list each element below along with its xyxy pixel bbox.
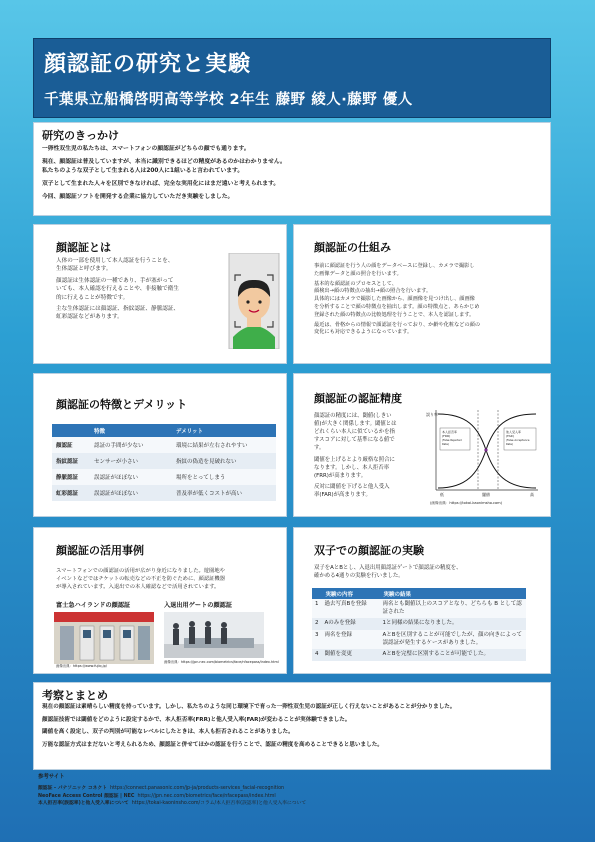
reference-link[interactable]: https://jpn.nec.com/biometrics/face/nfacepass/index.html [137, 793, 276, 799]
twin-line: 双子をAとBとし、入退出用顔認証ゲートで顔認証の精度を、 [314, 565, 462, 571]
accuracy-line: どれくらい本人に似ているかを指 [314, 429, 395, 436]
x-low-label: 低 [440, 492, 444, 497]
svg-text:(False Rejected: (False Rejected [442, 439, 462, 442]
what-title: 顔認証とは [56, 241, 111, 254]
poster-header [33, 38, 551, 118]
mechanism-line: 顔検出→顔の特徴点の抽出→顔の照合を行います。 [314, 288, 432, 295]
reference-label: NeoFace Access Control 顔認証 | NEC [38, 793, 135, 799]
reference-label: 本人拒否率(誤認率)と他人受入率について [38, 801, 129, 807]
x-high-label: 高 [530, 492, 534, 497]
table-cell: 指紋認証 [52, 453, 90, 469]
fujiq-gate-photo [54, 612, 154, 664]
table-row [52, 469, 276, 485]
accuracy-line: 率(FAR)が高まります。 [314, 491, 371, 498]
table-row [312, 618, 526, 630]
svg-text:Rate): Rate) [506, 443, 513, 446]
merits-header [52, 424, 90, 437]
twin-title: 双子での顔認証の実験 [314, 544, 424, 557]
table-row [52, 453, 276, 469]
mechanism-line: 具体的にはカメラで撮影した画像から、顔画像を見つけ出し、顔画像 [314, 296, 475, 303]
table-row [312, 599, 526, 618]
what-text [56, 257, 196, 322]
what-line: 生体認証と呼びます。 [56, 266, 112, 273]
what-line: 虹彩認証などがあります。 [56, 314, 123, 321]
merits-header: 特徴 [90, 424, 172, 437]
svg-text:Rate): Rate) [442, 443, 449, 446]
accuracy-line: 値)が大きく関係します。閾値とは [314, 421, 397, 428]
usage-title: 顔認証の活用事例 [56, 544, 144, 557]
accuracy-panel [293, 373, 551, 517]
conclusion-title: 考察とまとめ [42, 689, 108, 702]
conclusion-line: 顔認証技術では閾値をどのように設定するかで、本人拒否率(FRR)と他人受入率(FAR)が変わることが実体験できました。 [42, 716, 351, 723]
motivation-text [42, 145, 546, 202]
accuracy-line: 反対に閾値を下げると他人受入 [314, 483, 390, 490]
table-cell: 両名を登録 [322, 630, 380, 649]
reference-label: 顔認証 - パナソニック コネクト [38, 786, 108, 792]
usage-source-2: 画像出典：https://jpn.nec.com/biometrics/face/nfacepass/index.html [164, 660, 279, 664]
what-line: 主な生体認証には顔認証、指紋認証、静脈認証、 [56, 305, 180, 312]
accuracy-line: すスコアに対して基準になる値で [314, 437, 395, 444]
svg-text:本人拒否率: 本人拒否率 [442, 430, 458, 434]
svg-text:(FRR): (FRR) [442, 434, 451, 438]
table-cell: 普及率が低くコストが高い [172, 485, 276, 501]
mechanism-title: 顔認証の仕組み [314, 241, 391, 254]
motivation-line: 一卵性双生児の私たちは、スマートフォンの顔認証がどちらの顔でも通ります。 [42, 146, 250, 152]
table-row [312, 630, 526, 649]
twin-header [312, 588, 322, 599]
nec-gate-photo [164, 612, 264, 658]
mechanism-line: 変化にも対応できるようになっています。 [314, 329, 413, 336]
frr-far-chart [426, 406, 544, 506]
table-cell: 過去写真Bを登録 [322, 599, 380, 618]
table-cell: 誤認証がほぼない [90, 469, 172, 485]
table-cell: 誤認証がほぼない [90, 485, 172, 501]
mechanism-line: 登録された顔の特徴点の比較処理を行うことで、本人を認証します。 [314, 311, 475, 318]
table-cell: センサーが小さい [90, 453, 172, 469]
twin-line: 確かめる4通りの実験を行いました。 [314, 573, 404, 580]
merits-title: 顔認証の特徴とデメリット [56, 398, 188, 411]
poster-subtitle: 千葉県立船橋啓明高等学校 2年生 藤野 綾人·藤野 優人 [44, 92, 413, 108]
twin-text [314, 564, 546, 580]
x-mid-label: 閾値 [482, 492, 490, 497]
mechanism-text [314, 263, 546, 337]
what-line: いても、本人確認を行えることや、非接触で衛生 [56, 286, 179, 293]
twin-header: 実験の内容 [322, 588, 380, 599]
conclusion-line: 閾値を高く設定し、双子の判別が可能なレベルにしたときは、本人も拒否されることがありました。 [42, 729, 294, 736]
what-line: 顔認証は生体認証の一種であり、手が塞がって [56, 277, 174, 284]
what-line: 的に行えることが特徴です。 [56, 294, 129, 301]
table-cell: 静脈認証 [52, 469, 90, 485]
accuracy-line: す。 [314, 445, 325, 452]
usage-line: スマートフォンでの顔認証の活用が広がり身近になりました。遊園地や [56, 568, 225, 574]
table-cell: 場所をとってしまう [172, 469, 276, 485]
table-cell: 顔認証 [52, 437, 90, 453]
what-line: 人体の一部を使用して本人認証を行うことを、 [56, 258, 174, 264]
conclusion-text [42, 703, 548, 750]
table-cell: 認証の手間が少ない [90, 437, 172, 453]
mechanism-line: 事前に顔認証を行う人の顔をデータベースに登録し、カメラで撮影し [314, 263, 475, 269]
table-cell: 4 [312, 649, 322, 661]
chart-source: (画像出典：https://tokai-kaonimsho.com) [430, 501, 503, 505]
mechanism-line: 基本的な顔認証のプロセスとして、 [314, 280, 397, 287]
usage-line: が導入されています。入退出での本人確認などで活用されています。 [56, 583, 220, 590]
references [38, 773, 548, 808]
motivation-line: 双子として生まれた人々を区別できなければ、完全な実用化にはまだ遠いと考えられます。 [42, 180, 280, 187]
usage-line: イベントなどではチケットの転売などの不正を防ぐために、顔認証機器 [56, 575, 226, 582]
poster-title: 顔認証の研究と実験 [44, 52, 252, 77]
accuracy-text [314, 412, 426, 499]
table-row [312, 649, 526, 661]
motivation-title: 研究のきっかけ [42, 129, 119, 142]
mechanism-line: た画像データと顔の照合を行います。 [314, 270, 402, 277]
reference-item[interactable] [38, 793, 548, 800]
table-cell: AとBを完璧に区別することが可能でした。 [380, 649, 527, 661]
accuracy-line: 顔認証の精度には、閾値(しきい [314, 413, 392, 419]
table-cell: 環境に結果が左右されやすい [172, 437, 276, 453]
motivation-line: 今回、顔認証ソフトを開発する企業に協力していただき実験をしました。 [42, 193, 234, 200]
table-cell: 閾値を変更 [322, 649, 380, 661]
conclusion-line: 現在の顔認証は素晴らしい精度を持っています。しかし、私たちのような同じ環境下で育った一卵性双生児の認証が正しく行えないことがあることが分かりました。 [42, 704, 456, 710]
usage-text [56, 568, 282, 592]
what-panel [33, 224, 287, 364]
svg-text:(False Acceptance: (False Acceptance [506, 439, 530, 442]
table-cell: 1と同様の結果になりました。 [380, 618, 527, 630]
accuracy-line: (FRR)が高まります。 [314, 472, 367, 479]
motivation-line: 私たちのような双子として生まれる人は200人に1組いると言われています。 [42, 167, 244, 174]
usage-caption-2: 入退出用ゲートの顔認証 [164, 602, 233, 609]
table-cell: 指紋の偽造を見破れない [172, 453, 276, 469]
table-row [52, 437, 276, 453]
table-row [52, 485, 276, 501]
mechanism-panel [293, 224, 551, 364]
reference-link[interactable]: https://connect.panasonic.com/jp-ja/products-services_facial-recognition [110, 786, 285, 792]
table-cell: 2 [312, 618, 322, 630]
table-cell: 3 [312, 630, 322, 649]
twin-table [312, 588, 526, 661]
merits-table [52, 424, 276, 501]
accuracy-line: 閾値を上げるとより厳格な照合に [314, 456, 395, 463]
merits-header: デメリット [172, 424, 276, 437]
reference-item[interactable] [38, 785, 548, 792]
motivation-line: 現在、顔認証は普及していますが、本当に識別できるほどの精度があるのかはわかりません。 [42, 158, 286, 165]
table-cell: AとBを区別することが可能でしたが、顔の向きによって誤認証が発生するケースがありました。 [380, 630, 527, 649]
usage-panel [33, 527, 287, 674]
chart-ylabel: 誤り率 [426, 412, 438, 417]
mechanism-line: 最近は、骨格からの情報で顔認証を行っており、か齢や化粧などの顔の [314, 321, 481, 328]
references-title: 参考サイト [38, 774, 65, 780]
conclusion-panel [33, 682, 551, 770]
mechanism-line: を分析することで顔の特徴点を抽出します。顔の特徴点と、あらかじめ [314, 303, 480, 310]
accuracy-title: 顔認証の認証精度 [314, 392, 402, 405]
usage-source-1: 画像出典：https://www.fujiq.jp/ [56, 664, 107, 668]
usage-caption-1: 富士急ハイランドの顔認証 [56, 602, 131, 609]
svg-text:他人受入率: 他人受入率 [506, 430, 522, 434]
table-cell: 1 [312, 599, 322, 618]
table-cell: 虹彩認証 [52, 485, 90, 501]
conclusion-line: 万能な認証方式はまだないと考えられるため、顔認証と併せてほかの認証を行うことで、認証の精度を高めることできると思いました。 [42, 741, 383, 748]
twin-header: 実験の結果 [380, 588, 527, 599]
motivation-panel [33, 122, 551, 216]
table-cell: Aのみを登録 [322, 618, 380, 630]
face-scan-illustration [217, 253, 291, 349]
table-cell: 両名とも閾値以上のスコアとなり、どちらも B として認証された [380, 599, 527, 618]
reference-link[interactable]: https://tokai-kaoninsho.com/コラム/本人拒否率(誤認率)と他人受入率について [131, 801, 307, 807]
reference-item[interactable] [38, 800, 548, 807]
svg-text:(FAR): (FAR) [506, 434, 514, 438]
accuracy-line: なります。しかし、本人拒否率 [314, 464, 390, 471]
